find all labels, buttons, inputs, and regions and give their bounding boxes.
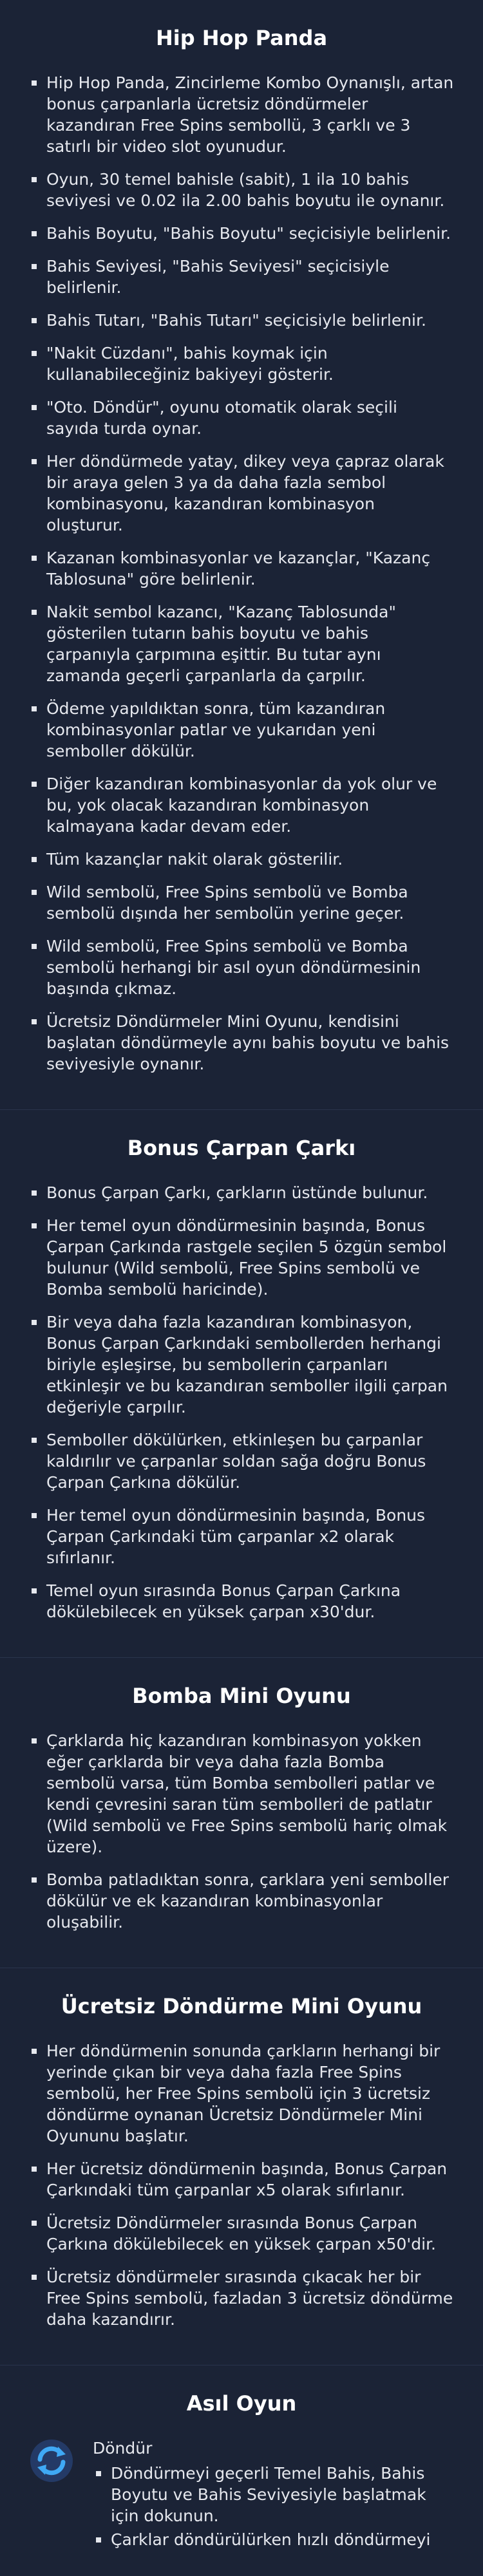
list-item: Bonus Çarpan Çarkı, çarkların üstünde bulunur. <box>28 1182 455 1203</box>
list-item: Diğer kazandıran kombinasyonlar da yok olur ve bu, yok olacak kazandıran kombinasyon kalmayana kadar devam eder. <box>28 773 455 837</box>
list-item: Temel oyun sırasında Bonus Çarpan Çarkına dökülebilecek en yüksek çarpan x30'dur. <box>28 1580 455 1622</box>
list-item: Her döndürmenin sonunda çarkların herhangi bir yerinde çıkan bir veya daha fazla Free Spins sembolü, her Free Spins sembolü için 3 ücretsiz döndürme oynanan Ücretsiz Döndürmeler Mini Oyununu başlatır. <box>28 2040 455 2147</box>
section-title: Bonus Çarpan Çarkı <box>127 1136 356 1160</box>
list-item: Her döndürmede yatay, dikey veya çapraz olarak bir araya gelen 3 ya da daha fazla sembol kombinasyonu, kazandıran kombinasyon oluşturur. <box>28 451 455 536</box>
list-item: Wild sembolü, Free Spins sembolü ve Bomba sembolü herhangi bir asıl oyun döndürmesinin başında çıkmaz. <box>28 935 455 999</box>
section-bonus-multiplier-reel <box>0 1110 483 1658</box>
list-item: Çarklarda hiç kazandıran kombinasyon yokken eğer çarklarda bir veya daha fazla Bomba sembolü varsa, tüm Bomba sembolleri patlar ve kendi çevresini saran tüm sembolleri de patlatır (Wild sembolü ve Free Spins sembolü hariç olmak üzere). <box>28 1730 455 1857</box>
list-item: Ücretsiz döndürmeler sırasında çıkacak her bir Free Spins sembolü, fazladan 3 ücretsiz döndürme daha kazandırır. <box>28 2266 455 2330</box>
section-main-game <box>0 2365 483 2576</box>
list-item: Her temel oyun döndürmesinin başında, Bonus Çarpan Çarkındaki tüm çarpanlar x2 olarak sıfırlanır. <box>28 1505 455 1568</box>
section-title: Ücretsiz Döndürme Mini Oyunu <box>61 1994 422 2018</box>
spin-rule-row <box>28 2438 455 2553</box>
rules-list <box>28 2040 455 2330</box>
list-item: Bir veya daha fazla kazandıran kombinasyon, Bonus Çarpan Çarkındaki sembollerden herhangi biriyle eşleşirse, bu sembollerin çarpanları etkinleşir ve bu kazandıran semboller ilgili çarpan değeriyle çarpılır. <box>28 1312 455 1418</box>
rules-list <box>28 1182 455 1622</box>
list-item: Ücretsiz Döndürmeler sırasında Bonus Çarpan Çarkına dökülebilecek en yüksek çarpan x50'dir. <box>28 2212 455 2255</box>
list-item: Çarklar döndürülürken hızlı döndürmeyi <box>93 2529 455 2550</box>
section-title: Bomba Mini Oyunu <box>132 1684 351 1708</box>
list-item: Her ücretsiz döndürmenin başında, Bonus Çarpan Çarkındaki tüm çarpanlar x5 olarak sıfırlanır. <box>28 2158 455 2201</box>
section-title: Hip Hop Panda <box>155 26 328 50</box>
list-item: Döndürmeyi geçerli Temel Bahis, Bahis Boyutu ve Bahis Seviyesiyle başlatmak için dokunun. <box>93 2463 455 2526</box>
list-item: Tüm kazançlar nakit olarak gösterilir. <box>28 849 455 870</box>
list-item: Bahis Boyutu, "Bahis Boyutu" seçicisiyle belirlenir. <box>28 223 455 244</box>
list-item: Ücretsiz Döndürmeler Mini Oyunu, kendisini başlatan döndürmeyle aynı bahis boyutu ve bahis seviyesiyle oynanır. <box>28 1011 455 1075</box>
list-item: Hip Hop Panda, Zincirleme Kombo Oynanışlı, artan bonus çarpanlarla ücretsiz döndürmeler kazandıran Free Spins sembollü, 3 çarklı ve 3 satırlı bir video slot oyunudur. <box>28 72 455 157</box>
section-free-spins-mini-game <box>0 1968 483 2365</box>
list-item: Bahis Tutarı, "Bahis Tutarı" seçicisiyle belirlenir. <box>28 310 455 331</box>
spin-rule-text <box>93 2438 455 2553</box>
list-item: Bomba patladıktan sonra, çarklara yeni semboller dökülür ve ek kazandıran kombinasyonlar oluşabilir. <box>28 1869 455 1933</box>
list-item: Her temel oyun döndürmesinin başında, Bonus Çarpan Çarkında rastgele seçilen 5 özgün sembol bulunur (Wild sembolü, Free Spins sembolü ve Bomba sembolü haricinde). <box>28 1215 455 1300</box>
list-item: Ödeme yapıldıktan sonra, tüm kazandıran kombinasyonlar patlar ve yukarıdan yeni semboller dökülür. <box>28 698 455 762</box>
rules-list <box>93 2463 455 2550</box>
list-item: Nakit sembol kazancı, "Kazanç Tablosunda" gösterilen tutarın bahis boyutu ve bahis çarpanıyla çarpımına eşittir. Bu tutar aynı zamanda geçerli çarpanlarla da çarpılır. <box>28 601 455 686</box>
section-title: Asıl Oyun <box>186 2391 297 2416</box>
list-item: Semboller dökülürken, etkinleşen bu çarpanlar kaldırılır ve çarpanlar soldan sağa doğru Bonus Çarpan Çarkına dökülür. <box>28 1429 455 1493</box>
spin-label: Döndür <box>93 2439 153 2458</box>
section-hip-hop-panda <box>0 0 483 1110</box>
list-item: "Nakit Cüzdanı", bahis koymak için kullanabileceğiniz bakiyeyi gösterir. <box>28 343 455 385</box>
section-bomb-mini-game <box>0 1658 483 1968</box>
rules-list <box>28 72 455 1075</box>
list-item: Oyun, 30 temel bahisle (sabit), 1 ila 10 bahis seviyesi ve 0.02 ila 2.00 bahis boyutu ile oynanır. <box>28 169 455 211</box>
list-item: Wild sembolü, Free Spins sembolü ve Bomba sembolü dışında her sembolün yerine geçer. <box>28 881 455 924</box>
list-item: Kazanan kombinasyonlar ve kazançlar, "Kazanç Tablosuna" göre belirlenir. <box>28 547 455 590</box>
list-item: Bahis Seviyesi, "Bahis Seviyesi" seçicisiyle belirlenir. <box>28 256 455 298</box>
rules-list <box>28 1730 455 1933</box>
list-item: "Oto. Döndür", oyunu otomatik olarak seçili sayıda turda oynar. <box>28 397 455 439</box>
spin-arrows-icon <box>28 2438 75 2484</box>
